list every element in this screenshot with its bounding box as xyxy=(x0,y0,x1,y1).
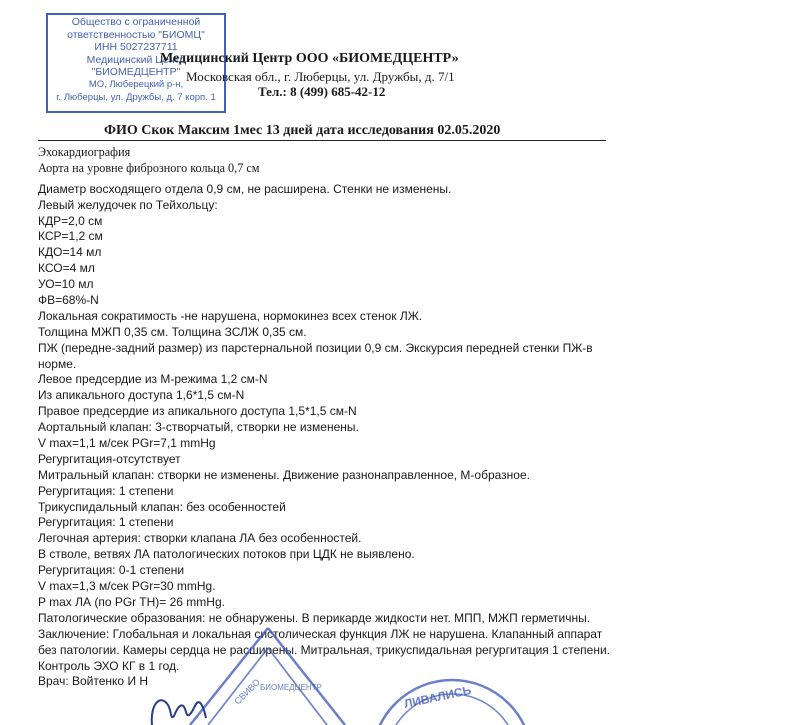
report-line: Патологические образования: не обнаружены. В перикарде жидкости нет. МПП, МЖП герметичны. xyxy=(38,610,591,625)
report-line: V max=1,3 м/сек PGr=30 mmHg. xyxy=(38,579,216,594)
report-line: Локальная сократимость -не нарушена, нормокинез всех стенок ЛЖ. xyxy=(38,308,423,323)
report-line: норме. xyxy=(38,356,77,371)
report-line: Заключение: Глобальная и локальная систолическая функция ЛЖ не нарушена. Клапанный аппарат xyxy=(38,626,603,641)
report-line: Регургитация: 0-1 степени xyxy=(38,563,185,578)
stamp-line: г. Люберцы, ул. Дружбы, д. 7 корп. 1 xyxy=(56,91,216,103)
report-line: КСР=1,2 см xyxy=(38,229,103,244)
stamp-line: ИНН 5027237711 xyxy=(94,41,178,54)
stamp-line: Медицинский Центр xyxy=(86,53,186,66)
report-line: Эхокардиография xyxy=(38,145,131,159)
report-line: Левый желудочек по Тейхольцу: xyxy=(38,197,218,212)
report-line: КДР=2,0 см xyxy=(38,213,103,228)
stamp-line: Общество с ограниченной xyxy=(71,16,201,28)
report-line: Аорта на уровне фиброзного кольца 0,7 см xyxy=(38,160,260,175)
report-line: Аортальный клапан: 3-створчатый, створки не изменены. xyxy=(38,420,359,435)
clinic-title: Медицинский Центр ООО «БИОМЕДЦЕНТР» xyxy=(160,51,459,66)
svg-text:ЛИВАЛИСЬ: ЛИВАЛИСЬ xyxy=(402,683,473,711)
report-line: Контроль ЭХО КГ в 1 год. xyxy=(38,658,180,673)
signature xyxy=(152,700,206,725)
report-line: P max ЛА (по PGr TH)= 26 mmHg. xyxy=(38,594,225,609)
triangle-stamp xyxy=(190,628,345,725)
clinic-address: Московская обл., г. Люберцы, ул. Дружбы, д. 7/1 xyxy=(186,69,455,84)
report-line: ФВ=68%-N xyxy=(38,293,99,308)
report-line: Регургитация: 1 степени xyxy=(38,515,174,530)
round-stamp xyxy=(372,680,532,725)
report-line: Из апикального доступа 1,6*1,5 см-N xyxy=(38,388,245,403)
report-line: Правое предсердие из апикального доступа 1,5*1,5 см-N xyxy=(38,404,357,419)
report-line: V max=1,1 м/сек PGr=7,1 mmHg xyxy=(38,436,216,451)
stamp-line: ответственностью "БИОМЦ" xyxy=(67,28,205,41)
report-line: Легочная артерия: створки клапана ЛА без особенностей. xyxy=(38,531,362,546)
report-line: Толщина МЖП 0,35 см. Толщина ЗСЛЖ 0,35 см. xyxy=(38,324,307,339)
stamp-line: МО, Люберецкий р-н, xyxy=(88,78,184,90)
report-line: Регургитация: 1 степени xyxy=(38,483,174,498)
report-line: Митральный клапан: створки не изменены. Движение разнонаправленное, М-образное. xyxy=(38,467,530,482)
svg-text:БИОМЕДЦЕНТР: БИОМЕДЦЕНТР xyxy=(260,683,322,692)
report-line: КСО=4 мл xyxy=(38,261,95,276)
stamp-line: "БИОМЕДЦЕНТР" xyxy=(91,66,181,79)
report-line: Регургитация-отсутствует xyxy=(38,451,181,466)
clinic-phone: Тел.: 8 (499) 685-42-12 xyxy=(258,84,386,99)
report-line: Левое предсердие из М-режима 1,2 см-N xyxy=(38,372,268,387)
patient-fio: ФИО Скок Максим 1мес 13 дней дата исследования 02.05.2020 xyxy=(104,123,501,138)
report-line: Диаметр восходящего отдела 0,9 см, не расширена. Стенки не изменены. xyxy=(38,181,452,196)
report-line: Врач: Войтенко И Н xyxy=(38,674,149,689)
report-line: ПЖ (передне-задний размер) из парстернальной позиции 0,9 см. Экскурсия передней стенки ПЖ-в xyxy=(38,340,593,355)
report-line: КДО=14 мл xyxy=(38,245,102,260)
report-line: УО=10 мл xyxy=(38,277,94,292)
report-line: без патологии. Камеры сердца не расширены. Митральная, трикуспидальная регургитация 1 степени. xyxy=(38,642,610,657)
report-line: Трикуспидальный клапан: без особенностей xyxy=(38,499,286,514)
report-line: В стволе, ветвях ЛА патологических потоков при ЦДК не выявлено. xyxy=(38,547,415,562)
svg-text:СВИВО: СВИВО xyxy=(232,676,262,707)
